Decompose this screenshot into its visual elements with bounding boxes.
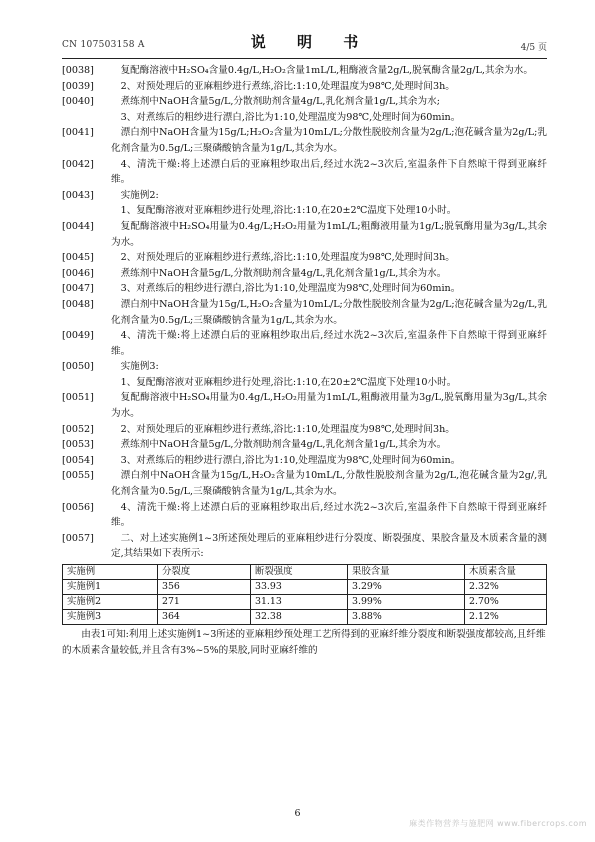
table-cell: 3.99% bbox=[348, 595, 465, 610]
table-header-cell: 实施例 bbox=[63, 565, 158, 580]
page-header bbox=[62, 30, 547, 59]
paragraph bbox=[62, 94, 547, 110]
table-row bbox=[63, 610, 547, 625]
paragraph-text: 漂白剂中NaOH含量为15g/L,H₂O₂含量为10mL/L;分散性脱胶剂含量为2g/L;泡花碱含量为2g/L,乳化剂含量为0.5g/L;三聚磷酸钠含量为1g/L,其余为水。 bbox=[111, 298, 547, 326]
paragraph-text: 实施例3: bbox=[120, 361, 159, 373]
paragraph-text: 2、对预处理后的亚麻粗纱进行煮练,浴比:1:10,处理温度为98℃,处理时间3h。 bbox=[120, 423, 455, 435]
paragraph-number: [0045] bbox=[62, 252, 94, 264]
paragraph-number: [0044] bbox=[62, 220, 94, 232]
table-header-cell: 果胶含量 bbox=[348, 565, 465, 580]
paragraph bbox=[62, 157, 547, 188]
paragraph bbox=[62, 125, 547, 156]
paragraph-number: [0055] bbox=[62, 470, 94, 482]
paragraph bbox=[62, 297, 547, 328]
table-cell: 33.93 bbox=[251, 580, 348, 595]
paragraph bbox=[62, 188, 547, 204]
paragraph-text: 4、清洗干燥:将上述漂白后的亚麻粗纱取出后,经过水洗2~3次后,室温条件下自然晾干得到亚麻纤维。 bbox=[111, 330, 547, 357]
table-header-cell: 断裂强度 bbox=[251, 565, 348, 580]
paragraph-number: [0054] bbox=[62, 454, 94, 466]
closing-paragraph bbox=[62, 627, 547, 658]
page-number: 6 bbox=[294, 808, 301, 819]
paragraph-text: 1、复配酶溶液对亚麻粗纱进行处理,浴比:1:10,在20±2℃温度下处理10小时。 bbox=[120, 205, 457, 217]
paragraph-text: 3、对煮练后的粗纱进行漂白,浴比为1:10,处理温度为98℃,处理时间为60min。 bbox=[120, 111, 461, 123]
table-cell: 271 bbox=[158, 595, 251, 610]
document-title: 说 明 书 bbox=[250, 33, 372, 51]
paragraph bbox=[62, 437, 547, 453]
paragraph-number: [0048] bbox=[62, 298, 94, 310]
table-cell: 31.13 bbox=[251, 595, 348, 610]
paragraph-text: 煮练剂中NaOH含量5g/L,分散剂助剂含量4g/L,乳化剂含量1g/L,其余为水; bbox=[120, 96, 440, 108]
paragraph-number: [0040] bbox=[62, 96, 94, 108]
paragraph bbox=[62, 203, 547, 219]
table-cell: 3.29% bbox=[348, 580, 465, 595]
document-body bbox=[62, 63, 547, 658]
table-cell: 2.70% bbox=[465, 595, 547, 610]
paragraph-number: [0047] bbox=[62, 283, 94, 295]
paragraph-text: 复配酶溶液中H₂SO₄用量为0.4g/L;H₂O₂用量为1mL/L;粗酶液用量为1g/L;脱氧酶用量为3g/L,其余为水。 bbox=[111, 220, 547, 248]
publication-number: CN 107503158 A bbox=[62, 40, 145, 50]
paragraph bbox=[62, 531, 547, 562]
table-cell: 实施例3 bbox=[63, 610, 158, 625]
paragraph-text: 复配酶溶液中H₂SO₄含量0.4g/L,H₂O₂含量1mL/L,粗酶液含量2g/L,脱氧酶含量2g/L,其余为水。 bbox=[120, 65, 533, 76]
paragraph-number: [0053] bbox=[62, 439, 94, 451]
paragraph-number: [0051] bbox=[62, 392, 94, 404]
paragraph-number: [0056] bbox=[62, 501, 94, 513]
paragraph-text: 3、对煮练后的粗纱进行漂白,浴比为1:10,处理温度为98℃,处理时间为60min。 bbox=[120, 283, 461, 295]
paragraph-text: 3、对煮练后的粗纱进行漂白,浴比为1:10,处理温度为98℃,处理时间为60min。 bbox=[120, 454, 461, 466]
table-header-cell: 分裂度 bbox=[158, 565, 251, 580]
paragraph-list bbox=[62, 63, 547, 562]
paragraph-number: [0057] bbox=[62, 532, 94, 544]
results-table bbox=[62, 564, 547, 625]
paragraph-text: 煮练剂中NaOH含量5g/L,分散剂助剂含量4g/L,乳化剂含量1g/L,其余为水。 bbox=[120, 439, 447, 451]
table-header-cell: 木质素含量 bbox=[465, 565, 547, 580]
closing-text: 由表1可知:利用上述实施例1~3所述的亚麻粗纱预处理工艺所得到的亚麻纤维分裂度和断裂强度都较高,且纤维的木质素含量较低,并且含有3%~5%的果胶,同时亚麻纤维的 bbox=[62, 629, 546, 656]
table-cell: 364 bbox=[158, 610, 251, 625]
paragraph bbox=[62, 390, 547, 421]
table-row bbox=[63, 595, 547, 610]
paragraph-text: 1、复配酶溶液对亚麻粗纱进行处理,浴比:1:10,在20±2℃温度下处理10小时。 bbox=[120, 376, 457, 388]
paragraph-number: [0043] bbox=[62, 189, 94, 201]
paragraph-number: [0041] bbox=[62, 127, 94, 139]
paragraph-number: [0049] bbox=[62, 330, 94, 342]
paragraph bbox=[62, 266, 547, 282]
table-cell: 实施例2 bbox=[63, 595, 158, 610]
table-cell: 3.88% bbox=[348, 610, 465, 625]
paragraph-text: 实施例2: bbox=[120, 189, 159, 201]
paragraph bbox=[62, 375, 547, 391]
paragraph-number: [0050] bbox=[62, 361, 94, 373]
page-indicator: 4/5 页 bbox=[520, 43, 547, 53]
table-cell: 2.12% bbox=[465, 610, 547, 625]
watermark: 麻类作物营养与施肥网 www.fibercrops.com bbox=[409, 819, 587, 828]
paragraph-text: 漂白剂中NaOH含量为15g/L,H₂O₂含量为10mL/L,分散性脱胶剂含量为2g/L,泡花碱含量为2g/,乳化剂含量为0.5g/L,三聚磷酸钠含量为1g/L,其余为水。 bbox=[111, 470, 547, 498]
paragraph-text: 煮练剂中NaOH含量5g/L,分散剂助剂含量4g/L,乳化剂含量1g/L,其余为水。 bbox=[120, 267, 447, 279]
table-cell: 32.38 bbox=[251, 610, 348, 625]
paragraph-text: 4、清洗干燥:将上述漂白后的亚麻粗纱取出后,经过水洗2~3次后,室温条件下自然晾干得到亚麻纤维。 bbox=[111, 158, 547, 186]
paragraph bbox=[62, 453, 547, 469]
paragraph-text: 二、对上述实施例1~3所述预处理后的亚麻粗纱进行分裂度、断裂强度、果胶含量及木质素含量的测定,其结果如下表所示: bbox=[111, 532, 547, 560]
paragraph bbox=[62, 110, 547, 126]
table-row bbox=[63, 580, 547, 595]
results-table-wrapper bbox=[62, 564, 547, 625]
paragraph-number: [0052] bbox=[62, 423, 94, 435]
table-cell: 2.32% bbox=[465, 580, 547, 595]
paragraph-number: [0039] bbox=[62, 80, 94, 92]
paragraph bbox=[62, 63, 547, 79]
paragraph bbox=[62, 468, 547, 499]
paragraph bbox=[62, 359, 547, 375]
table-header-row bbox=[63, 565, 547, 580]
paragraph bbox=[62, 500, 547, 531]
paragraph-number: [0038] bbox=[62, 65, 94, 76]
paragraph bbox=[62, 281, 547, 297]
paragraph-text: 复配酶溶液中H₂SO₄用量为0.4g/L,H₂O₂用量为1mL/L,粗酶液用量为3g/L,脱氧酶用量为3g/L,其余为水。 bbox=[111, 392, 547, 420]
paragraph-text: 2、对预处理后的亚麻粗纱进行煮练,浴比:1:10,处理温度为98℃,处理时间3h。 bbox=[120, 252, 455, 264]
paragraph-number: [0042] bbox=[62, 158, 94, 170]
paragraph-number: [0046] bbox=[62, 267, 94, 279]
table-cell: 356 bbox=[158, 580, 251, 595]
paragraph bbox=[62, 422, 547, 438]
paragraph bbox=[62, 79, 547, 95]
paragraph bbox=[62, 328, 547, 359]
table-cell: 实施例1 bbox=[63, 580, 158, 595]
paragraph-text: 4、清洗干燥:将上述漂白后的亚麻粗纱取出后,经过水洗2~3次后,室温条件下自然晾干得到亚麻纤维。 bbox=[111, 501, 547, 529]
paragraph bbox=[62, 219, 547, 250]
paragraph-text: 2、对预处理后的亚麻粗纱进行煮练,浴比:1:10,处理温度为98℃,处理时间3h。 bbox=[120, 80, 455, 92]
paragraph-text: 漂白剂中NaOH含量为15g/L;H₂O₂含量为10mL/L;分散性脱胶剂含量为2g/L;泡花碱含量为2g/L;乳化剂含量为0.5g/L;三聚磷酸钠含量为1g/L,其余为水。 bbox=[111, 127, 547, 154]
paragraph bbox=[62, 250, 547, 266]
